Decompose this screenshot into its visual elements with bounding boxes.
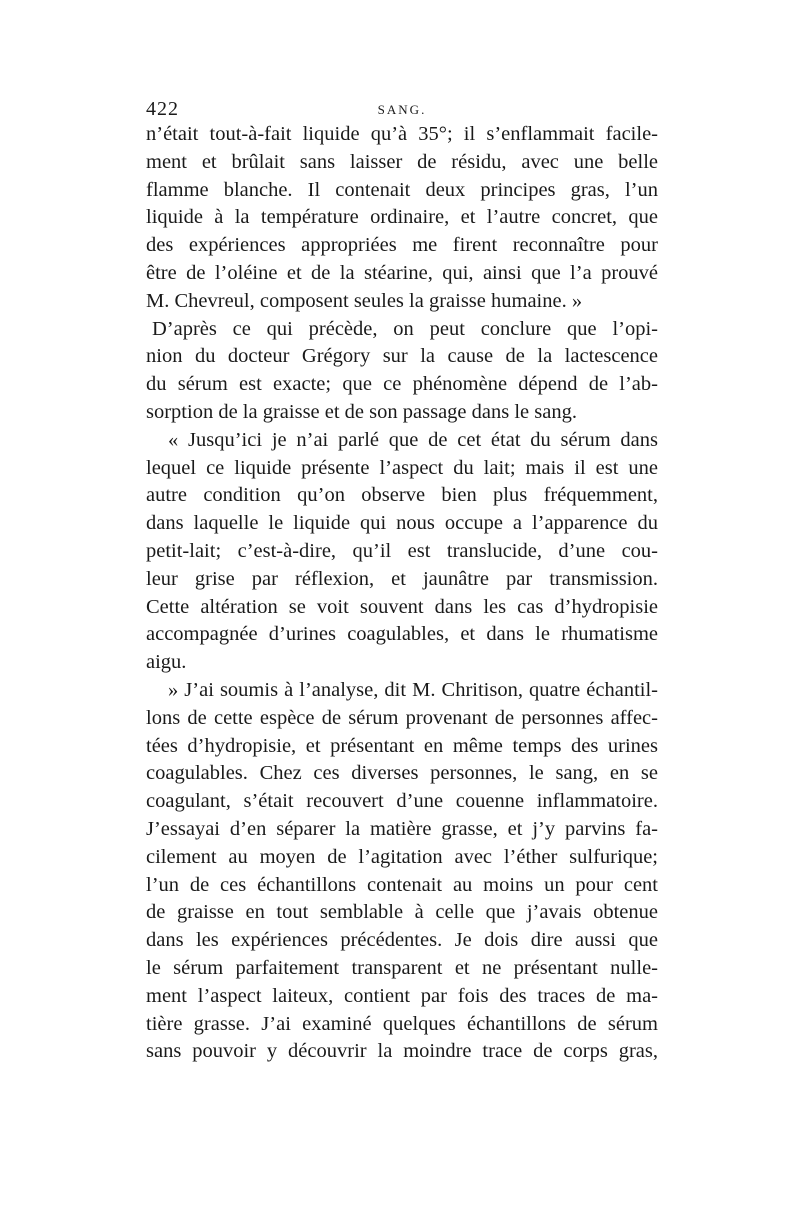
text-line: n’était tout-à-fait liquide qu’à 35°; il s’enflammait facile-: [146, 123, 658, 145]
text-line: aigu.: [146, 651, 187, 674]
text-line: autre condition qu’on observe bien plus fréquemment,: [146, 484, 658, 507]
running-head: SANG.: [377, 102, 427, 117]
page-number: 422: [146, 98, 179, 120]
text-line: sorption de la graisse et de son passage dans le sang.: [146, 400, 577, 423]
text-line: lons de cette espèce de sérum provenant de personnes affec-: [146, 706, 658, 729]
text-line: leur grise par réflexion, et jaunâtre par transmission.: [146, 567, 658, 590]
text-line: « Jusqu’ici je n’ai parlé que de cet état du sérum dans: [168, 428, 658, 451]
text-line: cilement au moyen de l’agitation avec l’éther sulfurique;: [146, 845, 658, 868]
text-line: M. Chevreul, composent seules la graisse humaine. »: [146, 289, 583, 312]
text-line: lequel ce liquide présente l’aspect du lait; mais il est une: [146, 456, 658, 479]
text-line: tière grasse. J’ai examiné quelques échantillons de sérum: [146, 1012, 658, 1035]
text-line: accompagnée d’urines coagulables, et dans le rhumatisme: [146, 623, 658, 646]
text-line: Cette altération se voit souvent dans les cas d’hydropisie: [146, 595, 658, 618]
text-line: tées d’hydropisie, et présentant en même temps des urines: [146, 734, 658, 757]
text-line: coagulables. Chez ces diverses personnes, le sang, en se: [146, 762, 658, 785]
text-line: » J’ai soumis à l’analyse, dit M. Chritison, quatre échantil-: [168, 678, 658, 701]
text-line: l’un de ces échantillons contenait au moins un pour cent: [146, 873, 658, 896]
text-line: ment l’aspect laiteux, contient par fois des traces de ma-: [146, 984, 658, 1007]
text-line: sans pouvoir y découvrir la moindre trace de corps gras,: [146, 1040, 658, 1063]
text-line: J’essayai d’en séparer la matière grasse, et j’y parvins fa-: [146, 817, 658, 840]
text-line: coagulant, s’était recouvert d’une couenne inflammatoire.: [146, 790, 658, 813]
text-line: D’après ce qui précède, on peut conclure que l’opi-: [152, 317, 658, 340]
text-line: être de l’oléine et de la stéarine, qui, ainsi que l’a prouvé: [146, 261, 658, 284]
text-line: liquide à la température ordinaire, et l’autre concret, que: [146, 206, 658, 229]
body-text: [146, 121, 658, 1066]
text-line: dans les expériences précédentes. Je dois dire aussi que: [146, 929, 658, 952]
text-line: ment et brûlait sans laisser de résidu, avec une belle: [146, 150, 658, 173]
text-line: des expériences appropriées me firent reconnaître pour: [146, 234, 658, 257]
text-line: flamme blanche. Il contenait deux principes gras, l’un: [146, 178, 658, 201]
text-line: dans laquelle le liquide qui nous occupe a l’apparence du: [146, 512, 658, 535]
text-line: petit-lait; c’est-à-dire, qu’il est translucide, d’une cou-: [146, 539, 658, 562]
text-line: de graisse en tout semblable à celle que j’avais obtenue: [146, 901, 658, 924]
text-line: nion du docteur Grégory sur la cause de la lactescence: [146, 345, 658, 368]
text-line: le sérum parfaitement transparent et ne présentant nulle-: [146, 956, 658, 979]
text-line: du sérum est exacte; que ce phénomène dépend de l’ab-: [146, 373, 658, 396]
